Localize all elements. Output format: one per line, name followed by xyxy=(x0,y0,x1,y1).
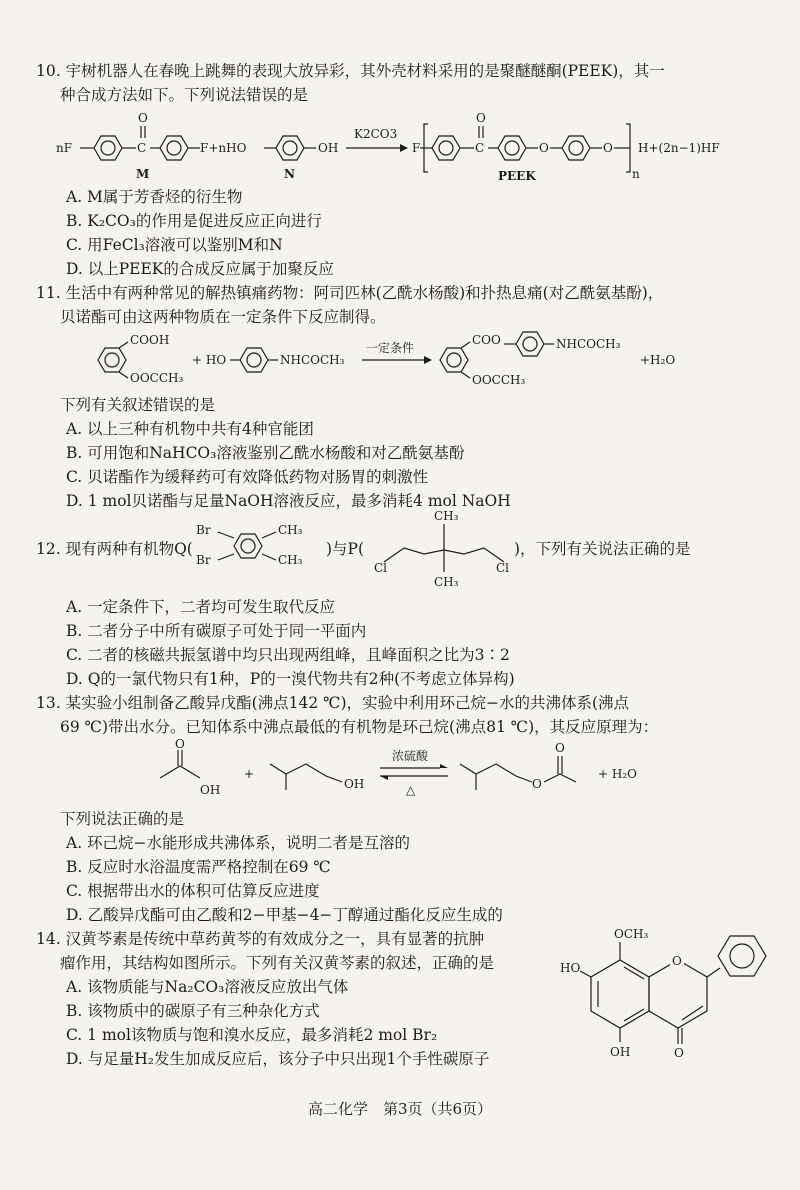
q11-plus-ho: + HO xyxy=(192,353,227,367)
q12-p-cl-1: Cl xyxy=(374,561,388,575)
q12-option-a: A. 一定条件下，二者均可发生取代反应 xyxy=(66,598,336,616)
q11-condition: 一定条件 xyxy=(366,341,415,355)
q11-option-b: B. 可用饱和NaHCO₃溶液鉴别乙酰水杨酸和对乙酰氨基酚 xyxy=(66,444,465,462)
q11-stem-line2: 贝诺酯可由这两种物质在一定条件下反应制得。 xyxy=(60,308,386,326)
svg-text:O: O xyxy=(539,141,549,155)
q12-stem-post: )，下列有关说法正确的是 xyxy=(514,540,691,558)
q13-acid-oh: OH xyxy=(200,783,221,797)
q13-option-a: A. 环己烷−水能形成共沸体系，说明二者是互溶的 xyxy=(66,834,411,852)
q12-stem-mid: )与P( xyxy=(326,540,365,558)
q11-cooh: COOH xyxy=(130,333,170,347)
q12-p-structure xyxy=(372,506,522,596)
q10-carbonyl-o: O xyxy=(138,111,148,125)
q14-carbonyl-o: O xyxy=(674,1046,684,1060)
q13-lead: 下列说法正确的是 xyxy=(60,810,185,828)
q13-ester-carbonyl-o: O xyxy=(555,741,565,755)
q11-benorilate-equation xyxy=(80,330,720,392)
q13-plus: + xyxy=(244,767,255,781)
q14-och3: OCH₃ xyxy=(614,927,649,941)
q14-wogonin-structure xyxy=(560,924,790,1074)
q10-subscript-n: n xyxy=(632,167,640,181)
q14-ho: HO xyxy=(560,961,581,975)
q12-q-ch3-1: CH₃ xyxy=(278,523,303,537)
q10-option-a: A. M属于芳香烃的衍生物 xyxy=(66,188,243,206)
q10-label-n: N xyxy=(284,167,295,181)
q10-f-plus-n: F+nHO xyxy=(200,141,247,155)
q14-ring-c xyxy=(649,960,707,1028)
q10-option-b: B. K₂CO₃的作用是促进反应正向进行 xyxy=(66,212,322,230)
q10-product-tail: H+(2n−1)HF xyxy=(638,141,720,155)
q12-option-c: C. 二者的核磁共振氢谱中均只出现两组峰，且峰面积之比为3∶2 xyxy=(66,646,510,664)
q14-option-b: B. 该物质中的碳原子有三种杂化方式 xyxy=(66,1002,320,1020)
svg-text:C: C xyxy=(475,141,485,155)
q10-stem-line2: 种合成方法如下。下列说法错误的是 xyxy=(60,86,309,104)
q14-option-c: C. 1 mol该物质与饱和溴水反应，最多消耗2 mol Br₂ xyxy=(66,1026,438,1044)
svg-text:O: O xyxy=(476,111,486,125)
q13-acid-o: O xyxy=(175,738,185,751)
q10-catalyst: K2CO3 xyxy=(354,127,398,141)
q12-q-br-2: Br xyxy=(196,553,211,567)
q11-ring-benorilate-1 xyxy=(440,348,468,372)
svg-text:O: O xyxy=(603,141,613,155)
q11-option-d: D. 1 mol贝诺酯与足量NaOH溶液反应，最多消耗4 mol NaOH xyxy=(66,492,511,510)
q13-alcohol-oh: OH xyxy=(344,777,365,791)
q12-p-ch3-top: CH₃ xyxy=(434,509,459,523)
q14-stem-line1: 14. 汉黄芩素是传统中草药黄芩的有效成分之一，具有显著的抗肿 xyxy=(36,930,485,948)
q11-stem-line1: 11. 生活中有两种常见的解热镇痛药物：阿司匹林(乙酰水杨酸)和扑热息痛(对乙酰氨基酚)， xyxy=(36,284,664,302)
q14-oh: OH xyxy=(610,1045,631,1059)
q14-ring-a xyxy=(591,960,649,1028)
q10-peek-equation xyxy=(40,108,780,186)
q13-option-d: D. 乙酸异戊酯可由乙酸和2−甲基−4−丁醇通过酯化反应生成的 xyxy=(66,906,503,924)
svg-text:C: C xyxy=(137,141,147,155)
q10-ring-3 xyxy=(276,136,304,160)
q10-product-f: F xyxy=(412,141,421,155)
q13-stem-line2: 69 ℃)带出水分。已知体系中沸点最低的有机物是环己烷(沸点81 ℃)，其反应原理为： xyxy=(60,718,659,736)
q12-p-ch3-bottom: CH₃ xyxy=(434,575,459,589)
q12-p-cl-2: Cl xyxy=(496,561,510,575)
q12-q-structure xyxy=(194,512,326,584)
q11-ring-paracetamol xyxy=(240,348,268,372)
q11-option-a: A. 以上三种有机物中共有4种官能团 xyxy=(66,420,314,438)
q11-ring-benorilate-2 xyxy=(516,332,544,356)
q13-option-c: C. 根据带出水的体积可估算反应进度 xyxy=(66,882,320,900)
q14-option-a: A. 该物质能与Na₂CO₃溶液反应放出气体 xyxy=(66,978,349,996)
q10-stem-line1: 10. 宇树机器人在春晚上跳舞的表现大放异彩，其外壳材料采用的是聚醚醚酮(PEEK)，其一 xyxy=(36,62,665,80)
q11-ooccH3: OOCCH₃ xyxy=(130,371,184,385)
q10-peek-ring-1 xyxy=(432,136,460,160)
q12-stem-pre: 12. 现有两种有机物Q( xyxy=(36,540,193,558)
q12-q-ch3-2: CH₃ xyxy=(278,553,303,567)
q11-coo: COO xyxy=(472,333,501,347)
q10-label-m: M xyxy=(136,167,150,181)
q13-option-b: B. 反应时水浴温度需严格控制在69 ℃ xyxy=(66,858,331,876)
q11-nhcoch3-product: NHCOCH₃ xyxy=(556,337,621,351)
q10-peek-ring-3 xyxy=(562,136,590,160)
q10-peek-ring-2 xyxy=(498,136,526,160)
q10-nf: nF xyxy=(56,141,73,155)
q13-water: + H₂O xyxy=(598,767,637,781)
q10-ring-1 xyxy=(94,136,122,160)
q11-ooccH3-product: OOCCH₃ xyxy=(472,373,526,387)
q10-ring-2 xyxy=(160,136,188,160)
q14-option-d: D. 与足量H₂发生加成反应后，该分子中只出现1个手性碳原子 xyxy=(66,1050,490,1068)
q11-lead: 下列有关叙述错误的是 xyxy=(60,396,216,414)
q10-label-peek: PEEK xyxy=(498,169,536,183)
q14-ring-o: O xyxy=(672,954,682,968)
q12-q-br-1: Br xyxy=(196,523,211,537)
q12-option-b: B. 二者分子中所有碳原子可处于同一平面内 xyxy=(66,622,367,640)
q14-ring-b-phenyl xyxy=(718,936,766,976)
q10-oh: OH xyxy=(318,141,339,155)
q13-ester-o: O xyxy=(532,777,542,791)
q11-water: +H₂O xyxy=(640,353,676,367)
q13-esterification-equation xyxy=(140,738,680,810)
q10-option-c: C. 用FeCl₃溶液可以鉴别M和N xyxy=(66,236,283,254)
page-footer: 高二化学 第3页（共6页） xyxy=(307,1100,493,1118)
q13-condition-bottom: △ xyxy=(406,783,416,797)
q13-condition-top: 浓硫酸 xyxy=(392,749,429,763)
q11-nhcoch3: NHCOCH₃ xyxy=(280,353,345,367)
q11-ring-aspirin xyxy=(98,348,126,372)
q10-option-d: D. 以上PEEK的合成反应属于加聚反应 xyxy=(66,260,334,278)
q13-stem-line1: 13. 某实验小组制备乙酸异戊酯(沸点142 ℃)，实验中利用环己烷−水的共沸体系(沸点 xyxy=(36,694,630,712)
q11-option-c: C. 贝诺酯作为缓释药可有效降低药物对肠胃的刺激性 xyxy=(66,468,429,486)
q12-option-d: D. Q的一氯代物只有1种，P的一溴代物共有2种(不考虑立体异构) xyxy=(66,670,515,688)
q14-stem-line2: 瘤作用，其结构如图所示。下列有关汉黄芩素的叙述，正确的是 xyxy=(60,954,495,972)
